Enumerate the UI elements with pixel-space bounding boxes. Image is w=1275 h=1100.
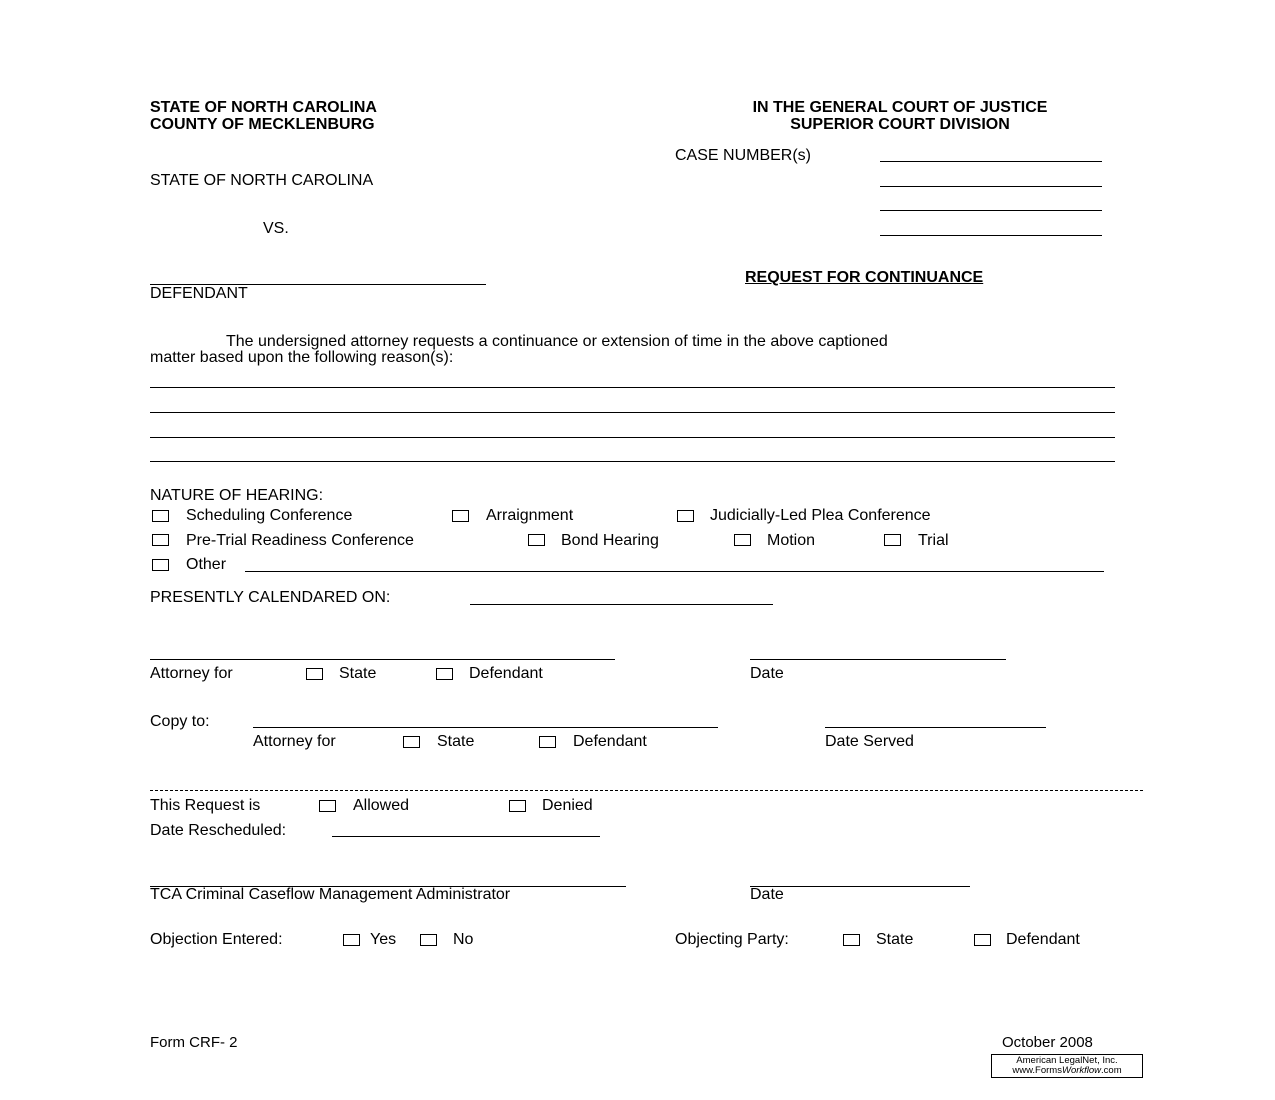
pretrial-readiness-label: Pre-Trial Readiness Conference xyxy=(186,532,414,549)
copy-to-attorney-field[interactable] xyxy=(253,727,718,728)
date-served-label: Date Served xyxy=(825,733,914,750)
reason-line-3[interactable] xyxy=(150,437,1115,438)
reason-line-1[interactable] xyxy=(150,387,1115,388)
objecting-state-checkbox[interactable] xyxy=(843,934,860,946)
objection-entered-label: Objection Entered: xyxy=(150,931,283,948)
court-heading: IN THE GENERAL COURT OF JUSTICE xyxy=(752,99,1048,116)
case-number-label: CASE NUMBER(s) xyxy=(675,147,812,164)
objection-no-label: No xyxy=(453,931,474,948)
other-description-field[interactable] xyxy=(245,571,1104,572)
motion-label: Motion xyxy=(767,532,816,549)
reason-line-2[interactable] xyxy=(150,412,1115,413)
nature-of-hearing-heading: NATURE OF HEARING: xyxy=(150,487,324,504)
county-heading: COUNTY OF MECKLENBURG xyxy=(150,116,375,133)
state-heading: STATE OF NORTH CAROLINA xyxy=(150,99,377,116)
allowed-checkbox[interactable] xyxy=(319,800,336,812)
copy-defendant-label: Defendant xyxy=(573,733,647,750)
administrator-date-label: Date xyxy=(750,886,784,903)
case-number-field-3[interactable] xyxy=(880,210,1102,211)
attorney-defendant-checkbox[interactable] xyxy=(436,668,453,680)
division-heading: SUPERIOR COURT DIVISION xyxy=(790,116,1010,133)
copy-defendant-checkbox[interactable] xyxy=(539,736,556,748)
objection-yes-label: Yes xyxy=(370,931,397,948)
request-paragraph-line-1: The undersigned attorney requests a continuance or extension of time in the above captioned xyxy=(226,333,888,350)
attorney-state-label: State xyxy=(339,665,377,682)
legalnet-logo[interactable] xyxy=(991,1054,1143,1078)
trial-checkbox[interactable] xyxy=(884,534,901,546)
copy-state-checkbox[interactable] xyxy=(403,736,420,748)
reason-line-4[interactable] xyxy=(150,461,1115,462)
attorney-for-label: Attorney for xyxy=(150,665,233,682)
objection-no-checkbox[interactable] xyxy=(420,934,437,946)
pretrial-readiness-checkbox[interactable] xyxy=(152,534,169,546)
arraignment-label: Arraignment xyxy=(486,507,574,524)
attorney-date-field[interactable] xyxy=(750,659,1006,660)
scheduling-conference-label: Scheduling Conference xyxy=(186,507,353,524)
scheduling-conference-checkbox[interactable] xyxy=(152,510,169,522)
plea-conference-checkbox[interactable] xyxy=(677,510,694,522)
case-number-field-4[interactable] xyxy=(880,235,1102,236)
logo-line-1: American LegalNet, Inc. xyxy=(1016,1055,1118,1066)
presently-calendared-label: PRESENTLY CALENDARED ON: xyxy=(150,589,391,606)
objecting-defendant-checkbox[interactable] xyxy=(974,934,991,946)
case-number-field-2[interactable] xyxy=(880,186,1102,187)
objection-yes-checkbox[interactable] xyxy=(343,934,360,946)
case-number-field-1[interactable] xyxy=(880,161,1102,162)
denied-label: Denied xyxy=(542,797,593,814)
logo-line-2: www.FormsWorkflow.com xyxy=(1012,1065,1122,1076)
objecting-defendant-label: Defendant xyxy=(1006,931,1080,948)
attorney-signature-field[interactable] xyxy=(150,659,615,660)
arraignment-checkbox[interactable] xyxy=(452,510,469,522)
objecting-party-label: Objecting Party: xyxy=(675,931,789,948)
versus-label: VS. xyxy=(263,220,289,237)
plaintiff-name: STATE OF NORTH CAROLINA xyxy=(150,172,374,189)
denied-checkbox[interactable] xyxy=(509,800,526,812)
copy-attorney-for-label: Attorney for xyxy=(253,733,336,750)
presently-calendared-field[interactable] xyxy=(470,604,773,605)
plea-conference-label: Judicially-Led Plea Conference xyxy=(710,507,931,524)
form-title: REQUEST FOR CONTINUANCE xyxy=(745,269,984,286)
allowed-label: Allowed xyxy=(353,797,410,814)
trial-label: Trial xyxy=(918,532,949,549)
date-rescheduled-field[interactable] xyxy=(332,836,600,837)
court-use-divider xyxy=(150,790,1143,791)
date-rescheduled-label: Date Rescheduled: xyxy=(150,822,287,839)
defendant-label: DEFENDANT xyxy=(150,285,248,302)
attorney-defendant-label: Defendant xyxy=(469,665,543,682)
date-served-field[interactable] xyxy=(825,727,1046,728)
bond-hearing-checkbox[interactable] xyxy=(528,534,545,546)
objecting-state-label: State xyxy=(876,931,914,948)
other-label: Other xyxy=(186,556,227,573)
request-paragraph-line-2: matter based upon the following reason(s): xyxy=(150,349,454,366)
bond-hearing-label: Bond Hearing xyxy=(561,532,659,549)
motion-checkbox[interactable] xyxy=(734,534,751,546)
form-date: October 2008 xyxy=(1002,1034,1093,1051)
copy-to-label: Copy to: xyxy=(150,713,210,730)
administrator-label: TCA Criminal Caseflow Management Administrator xyxy=(150,886,511,903)
request-is-label: This Request is xyxy=(150,797,261,814)
other-checkbox[interactable] xyxy=(152,559,169,571)
attorney-state-checkbox[interactable] xyxy=(306,668,323,680)
copy-state-label: State xyxy=(437,733,475,750)
form-id: Form CRF- 2 xyxy=(150,1034,238,1051)
attorney-date-label: Date xyxy=(750,665,784,682)
